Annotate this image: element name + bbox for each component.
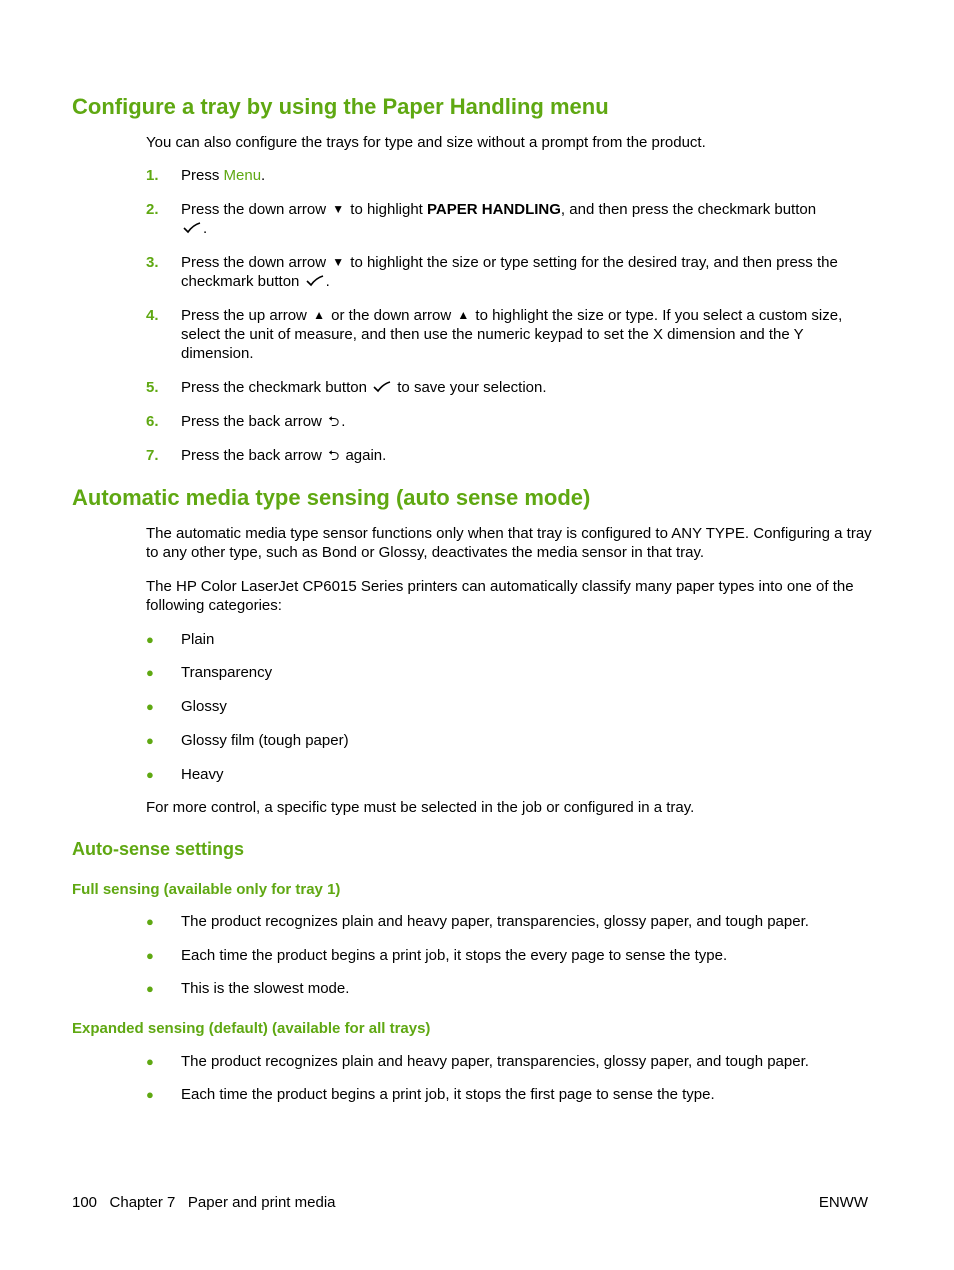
full-sensing-item: ● Each time the product begins a print job, it stops the every page to sense the type. — [146, 947, 728, 964]
bullet-icon: ● — [146, 948, 154, 963]
footer-page-info: 100 Chapter 7 Paper and print media — [72, 1194, 336, 1211]
category-item: ● Glossy film (tough paper) — [146, 732, 349, 749]
step-1 — [146, 166, 872, 185]
bullet-icon: ● — [146, 1087, 154, 1102]
step-3 — [146, 253, 872, 291]
step-text: Press the up arrow ▲ or the down arrow ▲ to highlight the size or type. If you select a custom size, select the unit of measure, and then use the numeric keypad to set the X dimension and the Y dimension. — [181, 307, 843, 362]
section2-para2: The HP Color LaserJet CP6015 Series printers can automatically classify many paper types into one of the following categories: — [146, 578, 854, 614]
footer-enww: ENWW — [818, 1194, 868, 1211]
bullet-icon: ● — [146, 665, 154, 680]
category-item: ● Transparency — [146, 664, 273, 681]
step-number: 7. — [146, 447, 159, 464]
step-text: Press the down arrow ▼ to highlight PAPER HANDLING, and then press the checkmark button . — [181, 201, 817, 237]
step-text: Press the back arrow ⮌ again. — [181, 447, 387, 464]
full-sensing-heading: Full sensing (available only for tray 1) — [72, 881, 341, 898]
step-number: 4. — [146, 307, 159, 324]
section2-para1: The automatic media type sensor functions only when that tray is configured to ANY TYPE. Configuring a tray to any other type, such as Bond or Glossy, deactivates the media sensor in that tray. — [146, 525, 872, 561]
step-2 — [146, 200, 872, 238]
bullet-icon: ● — [146, 914, 154, 929]
checkmark-icon — [306, 275, 324, 287]
category-item: ● Glossy — [146, 698, 227, 715]
step-4 — [146, 306, 872, 363]
step-5 — [146, 378, 872, 397]
step-number: 1. — [146, 167, 159, 184]
auto-sense-settings-heading: Auto-sense settings — [72, 839, 245, 859]
section-heading-auto-sense: Automatic media type sensing (auto sense mode) — [72, 485, 591, 510]
step-text: Press the down arrow ▼ to highlight the size or type setting for the desired tray, and then press the checkmark button . — [181, 254, 838, 290]
step-number: 2. — [146, 201, 159, 218]
section2-para3: For more control, a specific type must be selected in the job or configured in a tray. — [146, 799, 695, 816]
bullet-icon: ● — [146, 733, 154, 748]
category-item: ● Heavy — [146, 766, 224, 783]
full-sensing-item: ● This is the slowest mode. — [146, 980, 350, 997]
step-number: 3. — [146, 254, 159, 271]
checkmark-icon — [373, 381, 391, 393]
step-text: Press the checkmark button to save your selection. — [181, 379, 547, 396]
bullet-icon: ● — [146, 632, 154, 647]
step-number: 6. — [146, 413, 159, 430]
back-arrow-icon: ⮌ — [328, 447, 340, 463]
bullet-icon: ● — [146, 699, 154, 714]
down-arrow-icon: ▼ — [332, 255, 345, 269]
back-arrow-icon: ⮌ — [328, 413, 340, 429]
step-7 — [146, 446, 872, 465]
step-6 — [146, 412, 872, 431]
bullet-icon: ● — [146, 981, 154, 996]
up-arrow-icon: ▲ — [313, 308, 325, 322]
bullet-icon: ● — [146, 767, 154, 782]
expanded-sensing-item: ● The product recognizes plain and heavy paper, transparencies, glossy paper, and tough paper. — [146, 1053, 809, 1070]
up-arrow-icon: ▲ — [457, 308, 470, 322]
paper-handling-label: PAPER HANDLING — [427, 201, 561, 218]
step-text: Press Menu. — [181, 167, 266, 184]
step-text: Press the back arrow ⮌ . — [181, 413, 346, 430]
menu-link: Menu — [223, 167, 262, 184]
section1-intro: You can also configure the trays for type and size without a prompt from the product. — [146, 134, 706, 151]
section-heading-paper-handling: Configure a tray by using the Paper Handling menu — [72, 94, 609, 119]
step-number: 5. — [146, 379, 159, 396]
checkmark-icon — [183, 222, 201, 234]
bullet-icon: ● — [146, 1054, 154, 1069]
expanded-sensing-heading: Expanded sensing (default) (available for all trays) — [72, 1020, 431, 1037]
category-item: ● Plain — [146, 631, 215, 648]
expanded-sensing-item: ● Each time the product begins a print job, it stops the first page to sense the type. — [146, 1086, 715, 1103]
full-sensing-item: ● The product recognizes plain and heavy paper, transparencies, glossy paper, and tough paper. — [146, 913, 809, 930]
down-arrow-icon: ▼ — [332, 202, 345, 216]
